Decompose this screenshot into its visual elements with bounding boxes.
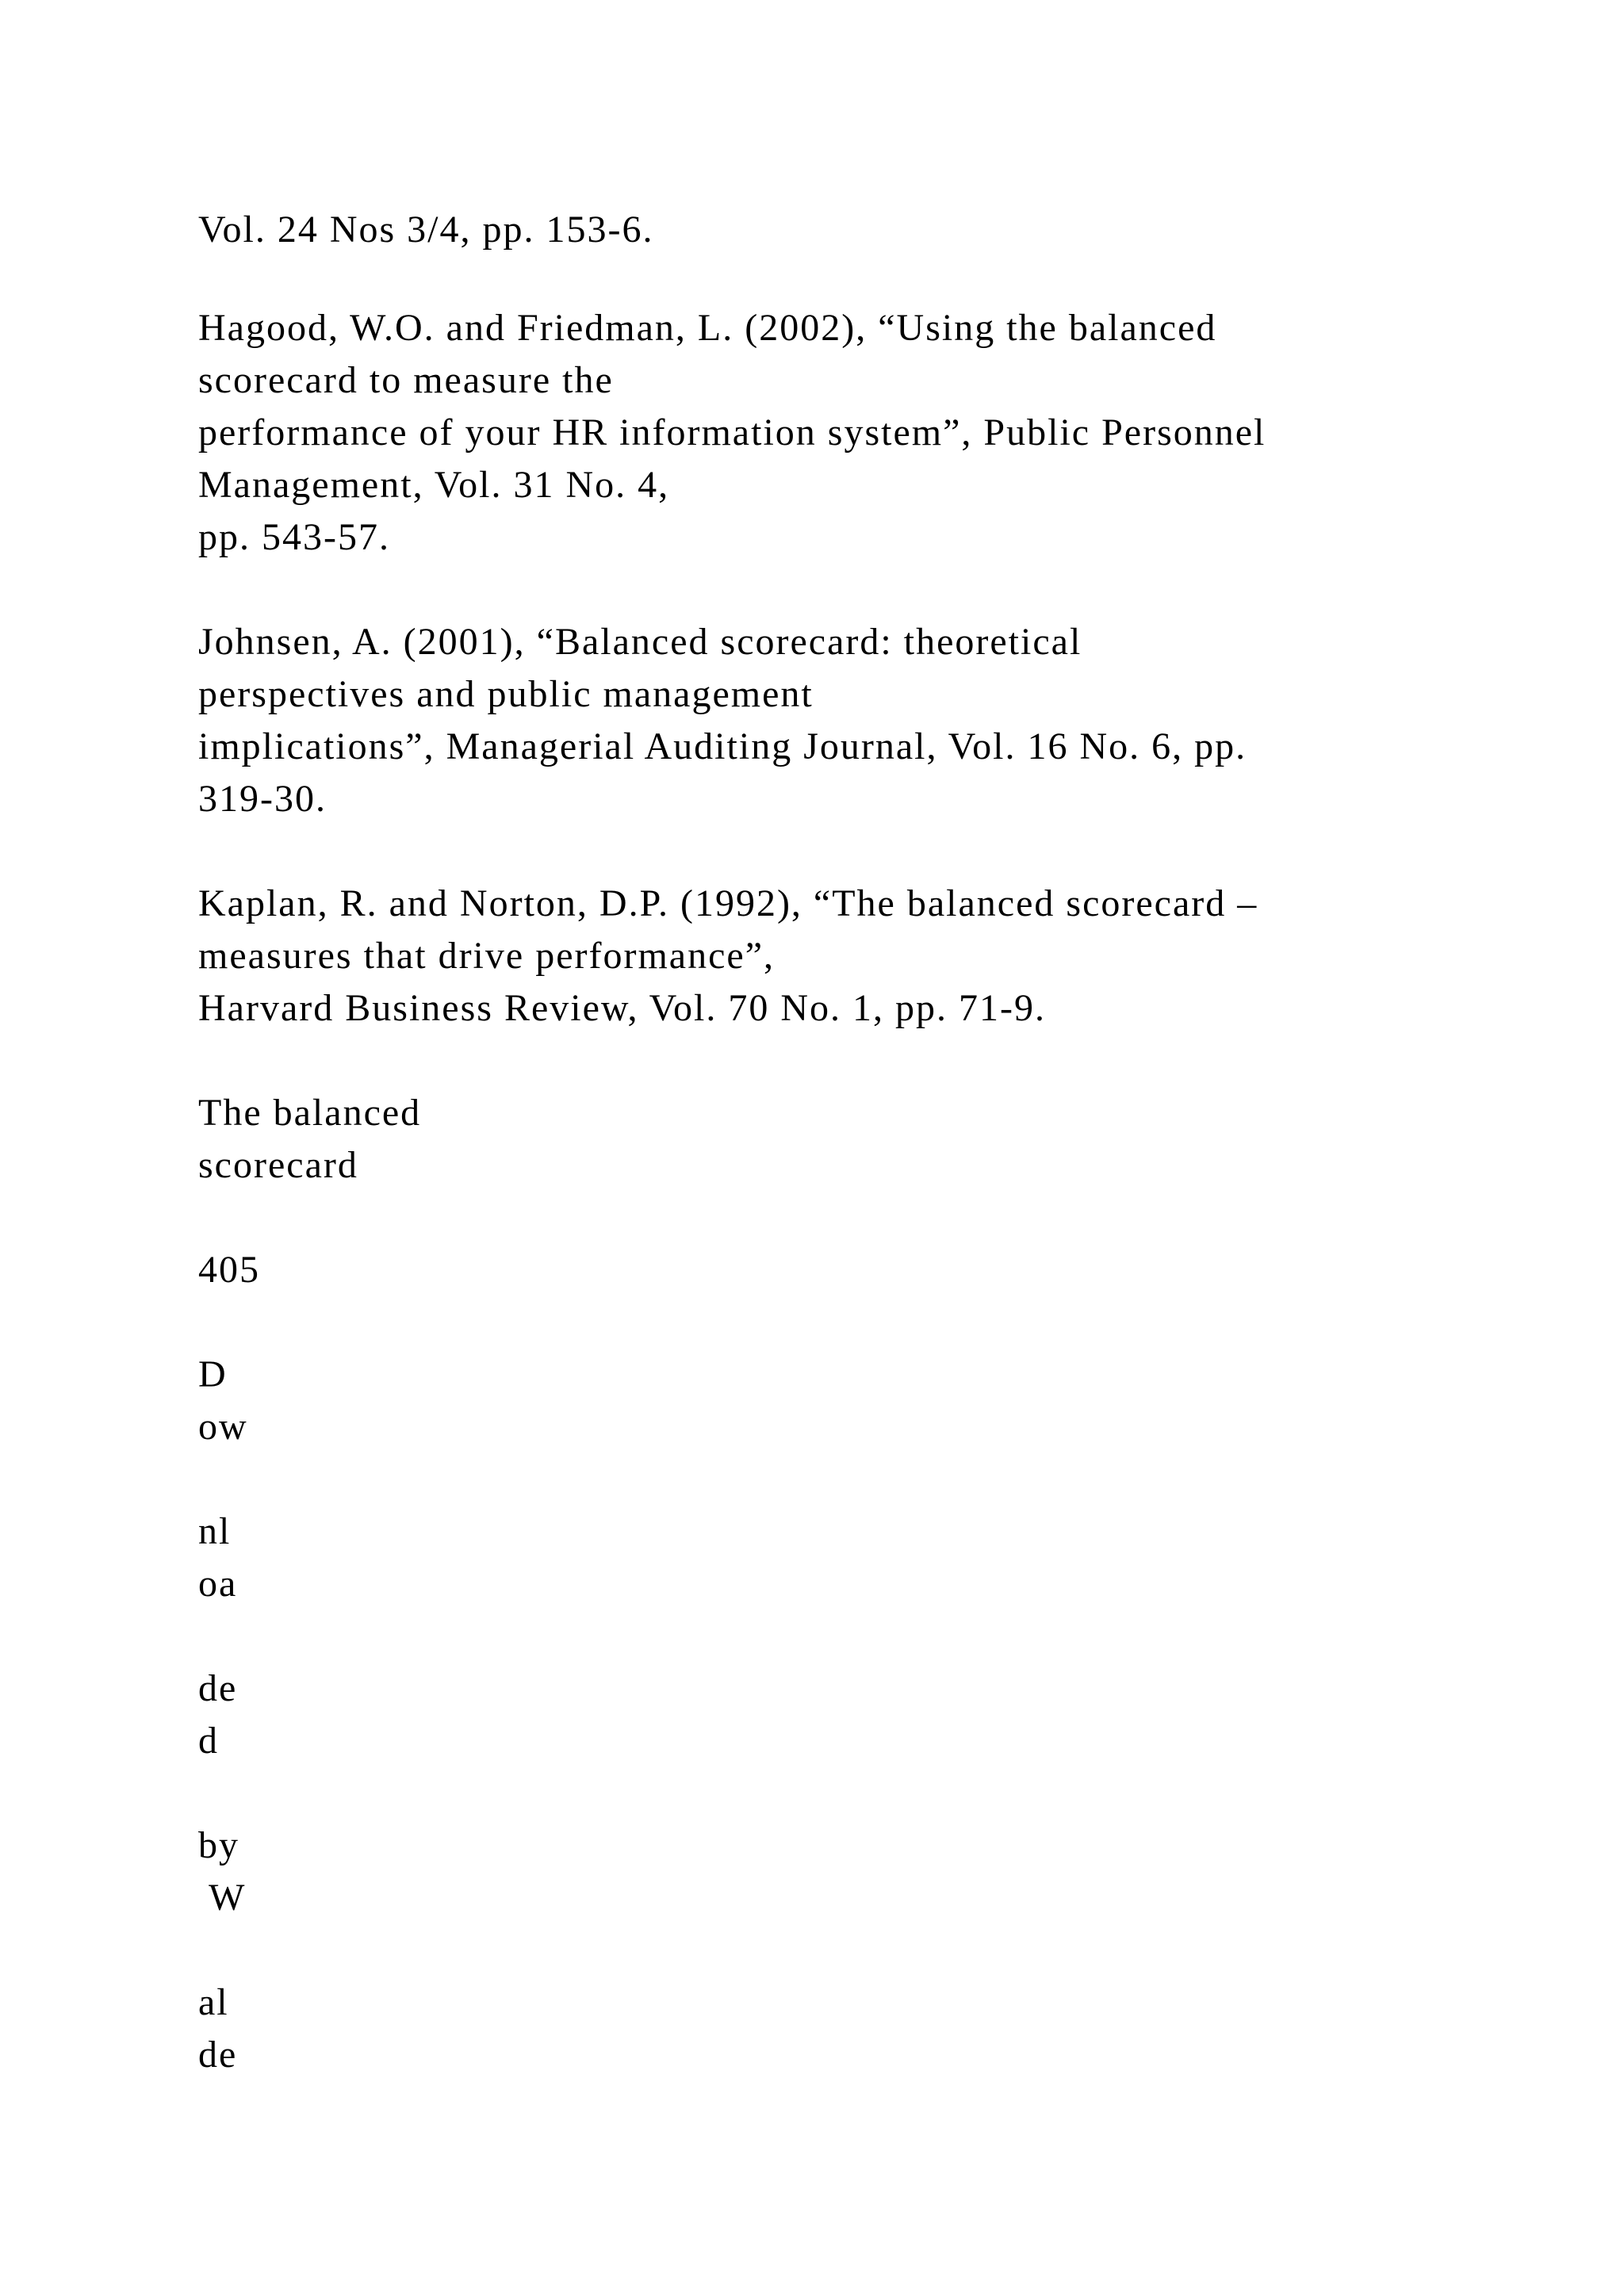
download-fragment: d <box>198 1720 219 1762</box>
download-fragment: de <box>198 2034 238 2076</box>
text-line: Johnsen, A. (2001), “Balanced scorecard: theoretical <box>198 621 1082 663</box>
margin-note: The balanced <box>198 1092 422 1134</box>
text-line: scorecard to measure the <box>198 359 614 401</box>
download-fragment: de <box>198 1667 238 1709</box>
download-fragment: nl <box>198 1510 232 1552</box>
download-fragment: al <box>198 1981 229 2023</box>
text-line: perspectives and public management <box>198 673 814 715</box>
page-number: 405 <box>198 1249 260 1291</box>
text-line: measures that drive performance”, <box>198 935 776 977</box>
download-fragment: W <box>198 1877 247 1919</box>
text-line: performance of your HR information system”, Public Personnel <box>198 411 1266 453</box>
text-line: implications”, Managerial Auditing Journal, Vol. 16 No. 6, pp. <box>198 725 1247 767</box>
download-fragment: D <box>198 1353 228 1395</box>
text-line: Hagood, W.O. and Friedman, L. (2002), “Using the balanced <box>198 307 1217 349</box>
download-fragment: by <box>198 1824 239 1866</box>
text-line: Vol. 24 Nos 3/4, pp. 153-6. <box>198 209 654 251</box>
download-fragment: ow <box>198 1406 248 1448</box>
text-line: pp. 543-57. <box>198 516 390 558</box>
margin-note: scorecard <box>198 1144 358 1186</box>
text-line: Kaplan, R. and Norton, D.P. (1992), “The balanced scorecard – <box>198 882 1258 924</box>
text-line: Management, Vol. 31 No. 4, <box>198 464 670 506</box>
text-line: 319-30. <box>198 778 327 820</box>
download-fragment: oa <box>198 1563 238 1605</box>
text-line: Harvard Business Review, Vol. 70 No. 1, pp. 71-9. <box>198 987 1047 1029</box>
